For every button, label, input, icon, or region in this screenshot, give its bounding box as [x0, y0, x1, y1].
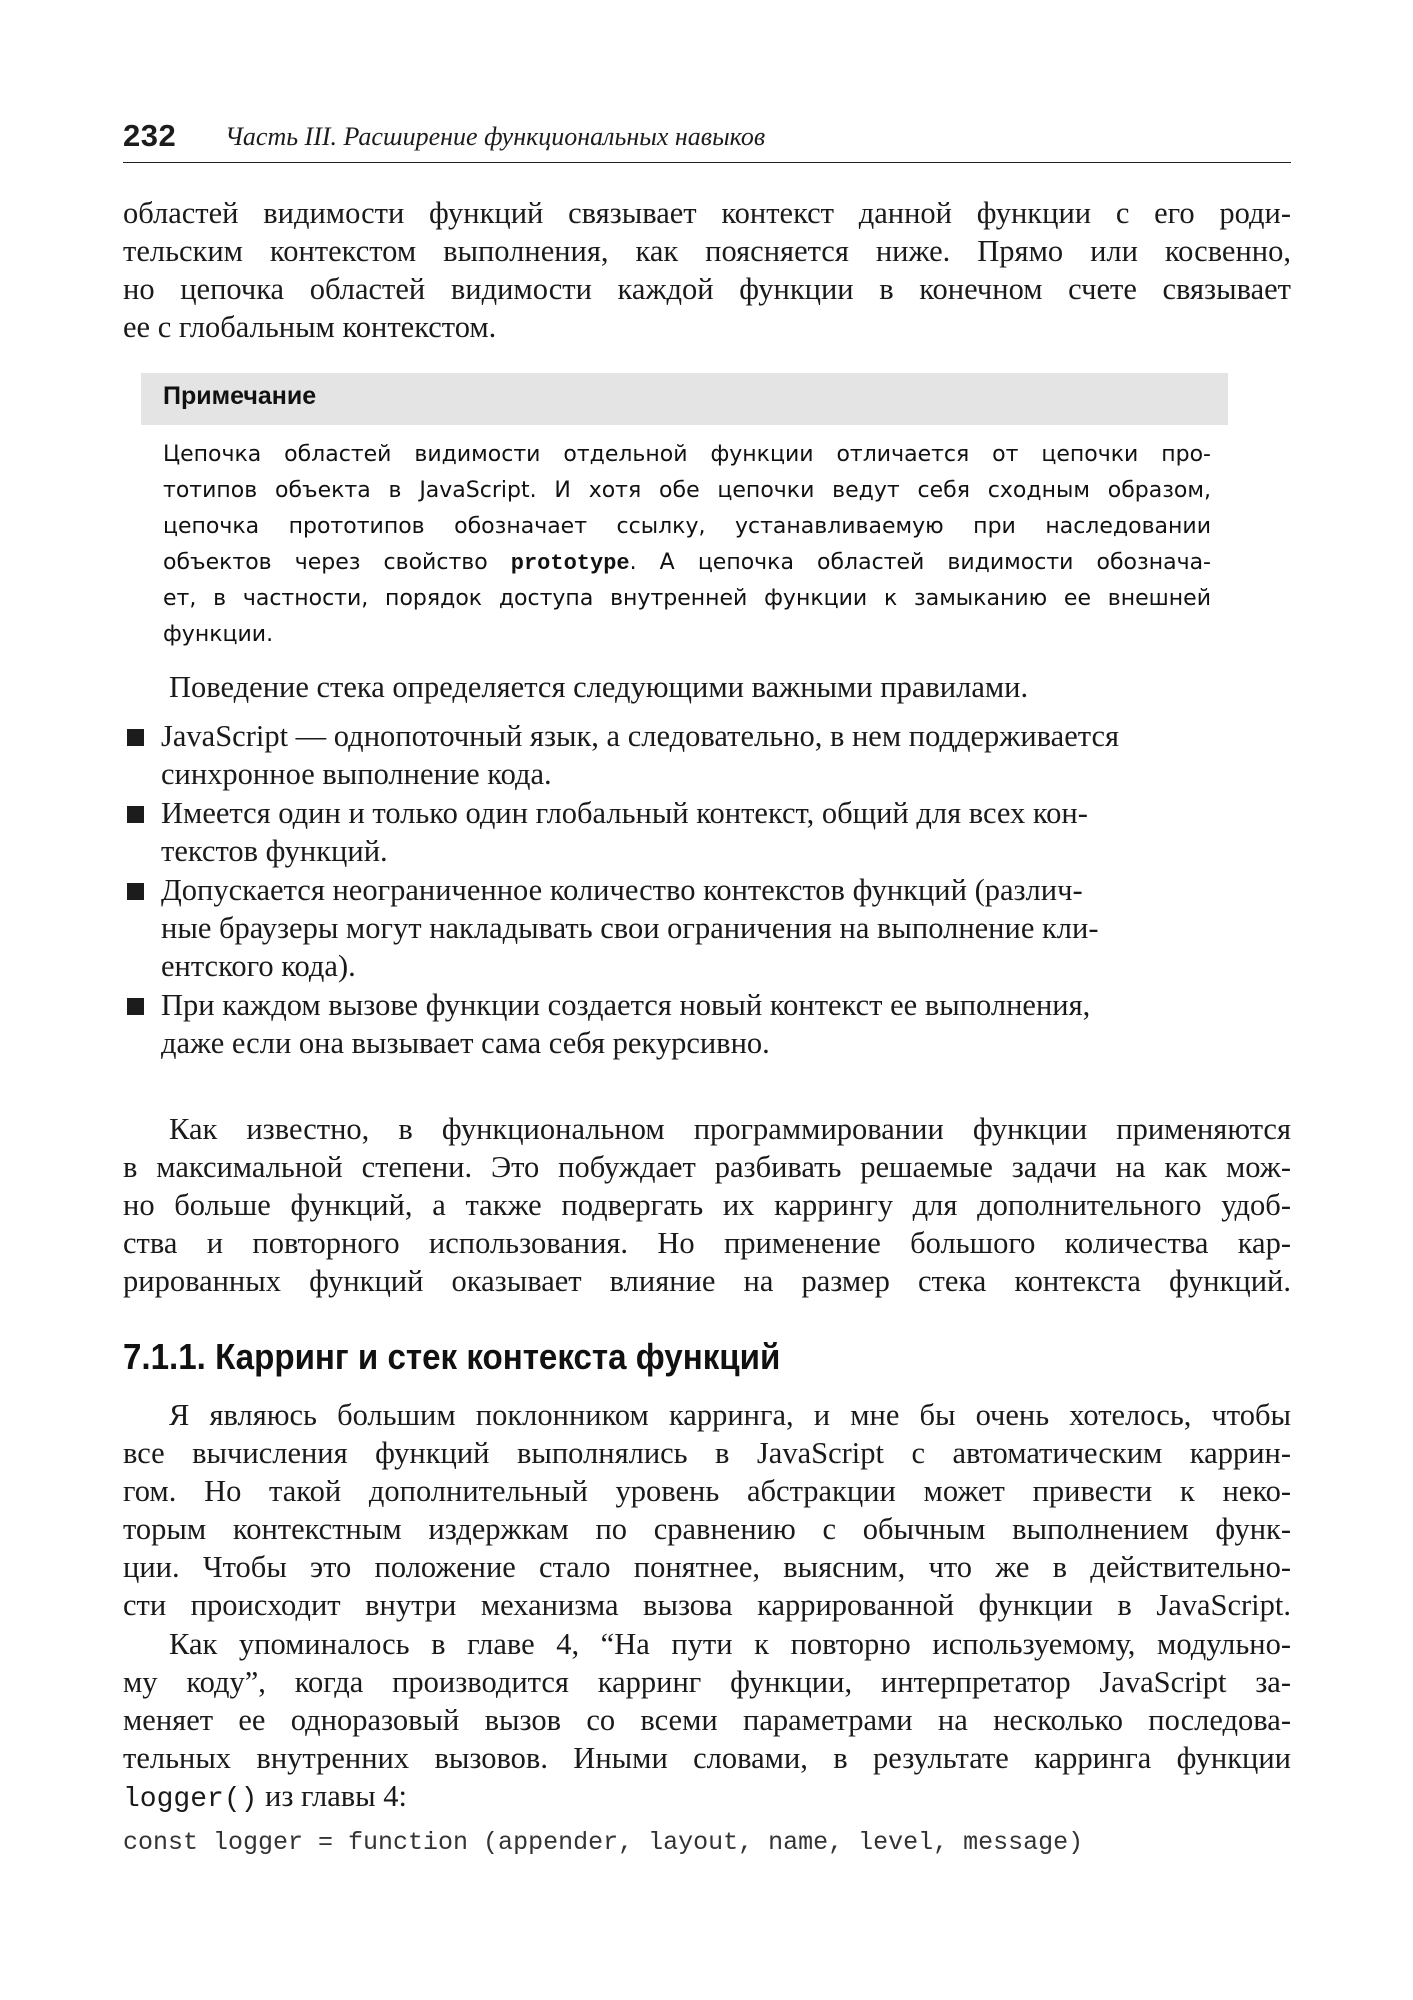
text-line: меняет ее одноразовый вызов со всеми параметрами на несколько последова- — [123, 1703, 1291, 1737]
note-line: Цепочка областей видимости отдельной функции отличается от цепочки про- — [163, 442, 1211, 467]
text-line: но цепочка областей видимости каждой функции в конечном счете связывает — [123, 272, 1291, 306]
note-line: функции. — [163, 622, 274, 647]
text-line: JavaScript — однопоточный язык, а следовательно, в нем поддерживается — [161, 719, 1120, 753]
text-line: ные браузеры могут накладывать свои ограничения на выполнение кли- — [161, 911, 1099, 945]
note-line — [163, 545, 1211, 581]
text-line: в максимальной степени. Это побуждает разбивать решаемые задачи на как мож- — [123, 1150, 1291, 1184]
bullet-square-icon — [127, 729, 144, 746]
running-title: Часть III. Расширение функциональных навыков — [225, 122, 766, 151]
note-line: тотипов объекта в JavaScript. И хотя обе цепочки ведут себя сходным образом, — [163, 478, 1211, 503]
text-line: ентского кода). — [161, 949, 356, 983]
text-fragment: из главы 4: — [257, 1779, 408, 1813]
text-line: торым контекстным издержкам по сравнению с обычным выполнением функ- — [123, 1512, 1291, 1546]
text-line: но больше функций, а также подвергать их каррингу для дополнительного удоб- — [123, 1188, 1291, 1222]
text-line — [123, 1777, 1291, 1815]
note-text: объектов через свойство — [163, 550, 511, 575]
text-line: все вычисления функций выполнялись в JavaScript с автоматическим каррин- — [123, 1436, 1291, 1470]
text-line: текстов функций. — [161, 834, 388, 868]
running-header — [123, 112, 1291, 163]
bullet-square-icon — [127, 883, 144, 900]
note-header — [141, 373, 1228, 425]
text-line: сти происходит внутри механизма вызова каррированной функции в JavaScript. — [123, 1588, 1291, 1622]
note-title: Примечание — [163, 382, 317, 410]
text-line: Как упоминалось в главе 4, “На пути к повторно используемому, модульно- — [169, 1627, 1291, 1661]
text-line: Допускается неограниченное количество контекстов функций (различ- — [161, 873, 1083, 907]
text-line: ее с глобальным контекстом. — [123, 310, 497, 344]
note-line: цепочка прототипов обозначает ссылку, устанавливаемую при наследовании — [163, 514, 1211, 539]
text-line: тельским контекстом выполнения, как поясняется ниже. Прямо или косвенно, — [123, 234, 1291, 268]
text-line: Я являюсь большим поклонником карринга, и мне бы очень хотелось, чтобы — [169, 1398, 1291, 1432]
bullet-square-icon — [127, 806, 144, 823]
prototype-code: prototype — [510, 551, 630, 576]
text-line: ции. Чтобы это положение стало понятнее, выясним, что же в действительно- — [123, 1550, 1291, 1584]
note-line: ет, в частности, порядок доступа внутренней функции к замыканию ее внешней — [163, 586, 1211, 611]
text-line: При каждом вызове функции создается новый контекст ее выполнения, — [161, 988, 1091, 1022]
text-line: Имеется один и только один глобальный контекст, общий для всех кон- — [161, 796, 1088, 830]
logger-code: logger() — [123, 1784, 258, 1815]
text-line: даже если она вызывает сама себя рекурсивно. — [161, 1026, 770, 1060]
text-line: му коду”, когда производится карринг функции, интерпретатор JavaScript за- — [123, 1665, 1291, 1699]
text-line: рированных функций оказывает влияние на размер стека контекста функций. — [123, 1264, 1291, 1298]
text-line: ства и повторного использования. Но применение большого количества кар- — [123, 1226, 1291, 1260]
code-block: const logger = function (appender, layout, name, level, message) — [123, 1828, 1084, 1857]
text-line: синхронное выполнение кода. — [161, 757, 552, 791]
text-line: Как известно, в функциональном программировании функции применяются — [169, 1112, 1291, 1146]
text-line: Поведение стека определяется следующими важными правилами. — [169, 670, 1029, 704]
bullet-square-icon — [127, 998, 144, 1015]
text-line: тельных внутренних вызовов. Иными словами, в результате карринга функции — [123, 1741, 1291, 1775]
text-line: областей видимости функций связывает контекст данной функции с его роди- — [123, 196, 1291, 230]
text-line: гом. Но такой дополнительный уровень абстракции может привести к неко- — [123, 1474, 1291, 1508]
section-heading: 7.1.1. Карринг и стек контекста функций — [123, 1336, 781, 1377]
note-text: . А цепочка областей видимости обознача- — [629, 550, 1211, 575]
page-number: 232 — [123, 118, 177, 153]
